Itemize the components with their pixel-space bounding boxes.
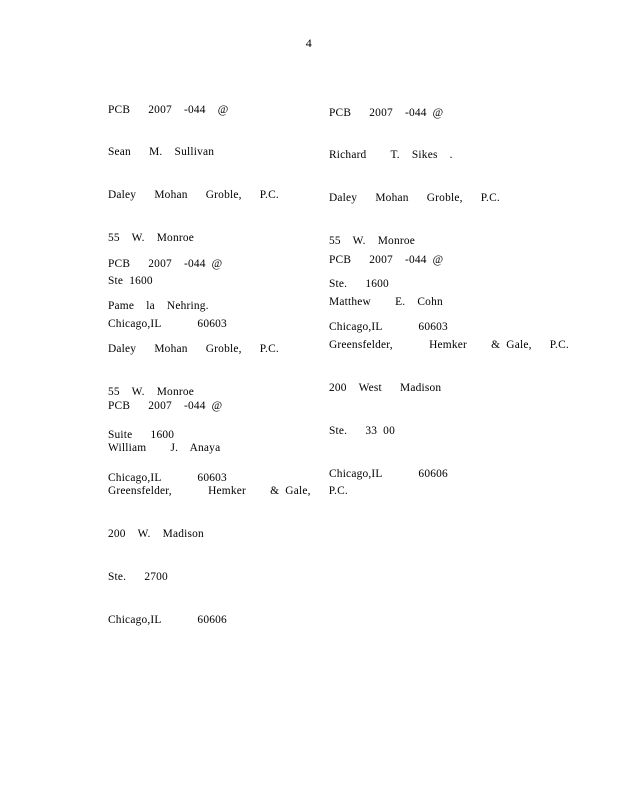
label-city-zip: Chicago,IL 60606 [108, 614, 227, 627]
label-street-address: 55 W. Monroe [108, 386, 194, 399]
label-case-line: PCB 2007 -044 @ [108, 399, 223, 412]
label-suite: Ste. 33 00 [329, 425, 395, 438]
label-city-zip: Chicago,IL 60603 [108, 472, 227, 485]
label-firm-name: Greensfelder, Hemker & Gale, P.C. [329, 339, 569, 352]
label-recipient-name: Pame la Nehring. [108, 300, 209, 313]
mailing-label-william-anaya [108, 370, 348, 642]
label-case-line: PCB 2007 -044 @ [108, 103, 229, 116]
label-case-line: PCB 2007 -044 @ [108, 257, 223, 270]
label-case-line: PCB 2007 -044 @ [329, 253, 444, 266]
label-city-zip: Chicago,IL 60603 [108, 318, 227, 331]
label-suite: Ste. 1600 [329, 278, 389, 291]
label-recipient-name: Sean M. Sullivan [108, 146, 215, 159]
label-street-address: 200 West Madison [329, 382, 442, 395]
label-firm-name: Daley Mohan Groble, P.C. [108, 189, 279, 202]
label-city-zip: Chicago,IL 60603 [329, 321, 448, 334]
label-case-line: PCB 2007 -044 @ [329, 106, 444, 119]
label-firm-name: Daley Mohan Groble, P.C. [108, 343, 279, 356]
label-firm-name: Daley Mohan Groble, P.C. [329, 192, 500, 205]
label-firm-name: Greensfelder, Hemker & Gale, P.C. [108, 485, 348, 498]
mailing-label-matthew-cohn [329, 224, 569, 496]
label-recipient-name: William J. Anaya [108, 442, 221, 455]
label-suite: Suite 1600 [108, 429, 175, 442]
label-street-address: 55 W. Monroe [329, 235, 415, 248]
label-recipient-name: Richard T. Sikes . [329, 149, 453, 162]
label-street-address: 55 W. Monroe [108, 232, 194, 245]
label-recipient-name: Matthew E. Cohn [329, 296, 443, 309]
label-street-address: 200 W. Madison [108, 528, 204, 541]
label-suite: Ste 1600 [108, 275, 153, 288]
label-suite: Ste. 2700 [108, 571, 168, 584]
page-number: 4 [305, 36, 313, 50]
label-city-zip: Chicago,IL 60606 [329, 468, 448, 481]
